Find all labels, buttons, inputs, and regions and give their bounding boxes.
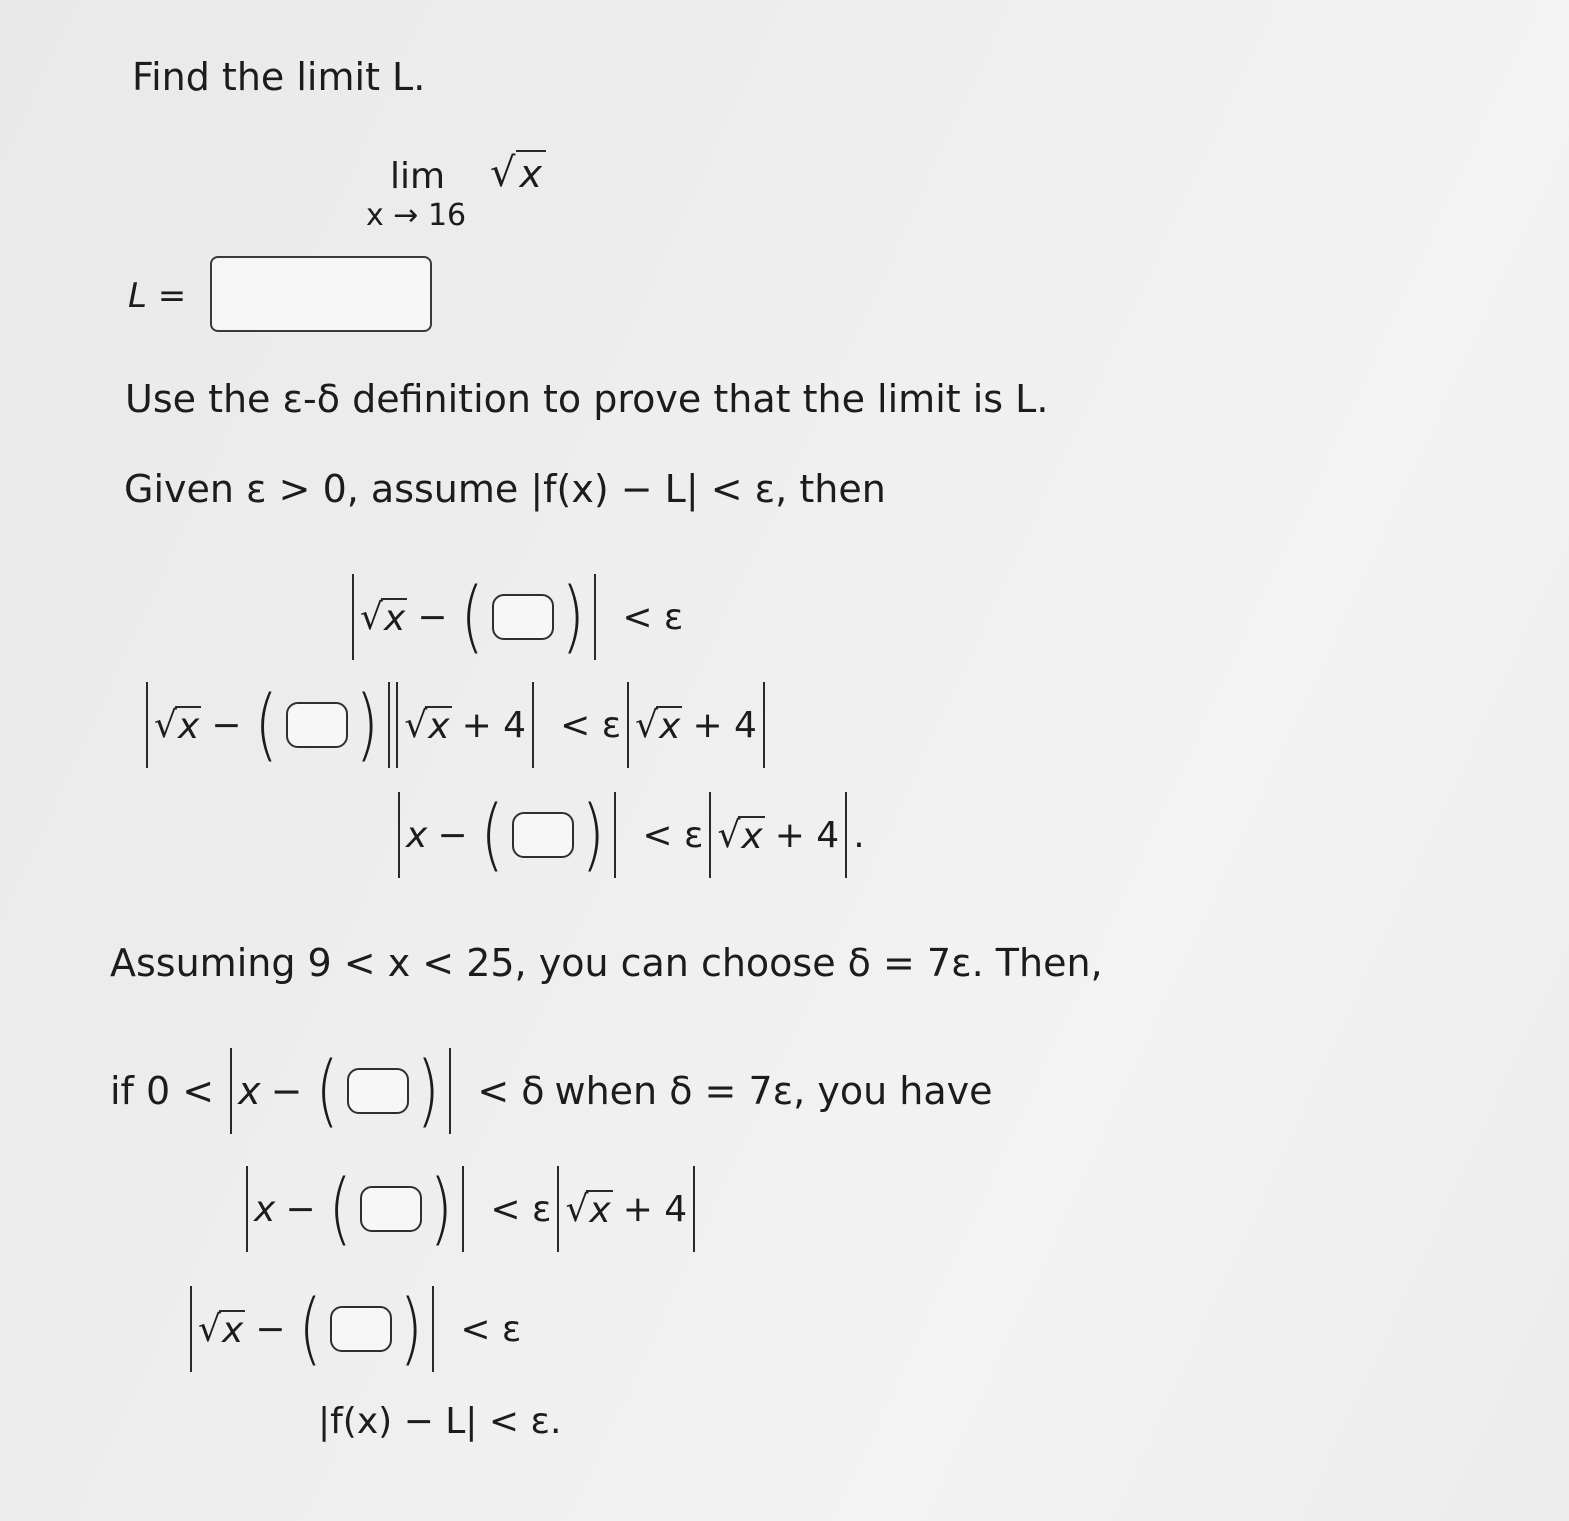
abs-bar	[845, 792, 847, 878]
minus-sign: −	[417, 596, 448, 638]
radical-sign: √	[490, 150, 516, 196]
less-than-epsilon: < ε	[490, 1188, 552, 1230]
left-paren: (	[481, 789, 505, 880]
problem-heading: Find the limit L.	[132, 55, 426, 99]
blank-input-3[interactable]	[512, 812, 574, 858]
sqrt-x: √ x	[717, 814, 763, 857]
abs-bar	[146, 682, 148, 768]
less-than-delta: < δ	[477, 1069, 545, 1113]
assuming-text: Assuming 9 < x < 25, you can choose δ = 7ε. Then,	[110, 941, 1103, 985]
right-paren: )	[416, 1045, 440, 1136]
plus-four: + 4	[622, 1188, 688, 1230]
proof-step-5	[240, 1164, 701, 1254]
abs-bar	[190, 1286, 192, 1372]
answer-label: L =	[128, 276, 187, 316]
abs-bar	[230, 1048, 232, 1134]
proof-step-3	[392, 790, 865, 880]
plus-four: + 4	[692, 704, 757, 746]
abs-bar	[709, 792, 711, 878]
sqrt-x: √ x	[635, 704, 681, 747]
less-than-epsilon: < ε	[642, 814, 704, 856]
right-paren: )	[429, 1163, 453, 1254]
abs-bar	[532, 682, 534, 768]
variable-x: x	[238, 1069, 261, 1113]
right-paren: )	[561, 571, 585, 662]
sqrt-x: √ x	[565, 1188, 611, 1231]
abs-bar	[462, 1166, 464, 1252]
proof-step-1	[346, 572, 683, 662]
minus-sign: −	[270, 1069, 303, 1113]
instruction-text: Use the ε-δ definition to prove that the limit is L.	[125, 377, 1049, 421]
left-paren: (	[299, 1283, 323, 1374]
left-paren: (	[329, 1163, 353, 1254]
abs-bar	[352, 574, 354, 660]
limit-subscript: x → 16	[366, 198, 467, 233]
if-prefix: if 0 <	[110, 1069, 215, 1113]
plus-four: + 4	[461, 704, 527, 746]
abs-bar	[388, 682, 390, 768]
limit-variable: x	[516, 150, 547, 196]
less-than-epsilon: < ε	[460, 1308, 522, 1350]
sqrt-x: √ x	[154, 704, 200, 747]
limit-answer-input[interactable]	[210, 256, 432, 332]
plus-four: + 4	[774, 814, 840, 856]
abs-bar	[693, 1166, 695, 1252]
blank-input-4[interactable]	[347, 1068, 409, 1114]
abs-bar	[763, 682, 765, 768]
abs-bar	[557, 1166, 559, 1252]
proof-step-6	[184, 1284, 521, 1374]
abs-bar	[594, 574, 596, 660]
minus-sign: −	[211, 704, 242, 746]
period: .	[853, 814, 865, 856]
blank-input-2[interactable]	[286, 702, 348, 748]
abs-bar	[432, 1286, 434, 1372]
when-text: when δ = 7ε, you have	[554, 1069, 993, 1113]
blank-input-5[interactable]	[360, 1186, 422, 1232]
sqrt-x: √ x	[198, 1308, 244, 1351]
right-paren: )	[581, 789, 605, 880]
left-paren: (	[255, 679, 279, 770]
abs-bar	[614, 792, 616, 878]
abs-bar	[627, 682, 629, 768]
abs-bar	[396, 682, 398, 768]
less-than-epsilon: < ε	[560, 704, 622, 746]
limit-sqrt-expression	[490, 150, 546, 196]
minus-sign: −	[285, 1188, 316, 1230]
abs-bar	[398, 792, 400, 878]
limit-word: lim	[390, 156, 446, 197]
left-paren: (	[316, 1045, 340, 1136]
final-conclusion: |f(x) − L| < ε.	[318, 1401, 562, 1442]
sqrt-x: √ x	[404, 704, 450, 747]
minus-sign: −	[437, 814, 468, 856]
given-text: Given ε > 0, assume |f(x) − L| < ε, then	[124, 467, 886, 511]
variable-x: x	[406, 814, 428, 856]
less-than-epsilon: < ε	[622, 596, 684, 638]
blank-input-6[interactable]	[330, 1306, 392, 1352]
variable-x: x	[254, 1188, 276, 1230]
abs-bar	[246, 1166, 248, 1252]
minus-sign: −	[255, 1308, 286, 1350]
left-paren: (	[461, 571, 485, 662]
proof-step-2	[140, 680, 771, 770]
right-paren: )	[355, 679, 379, 770]
delta-condition	[110, 1046, 992, 1136]
blank-input-1[interactable]	[492, 594, 554, 640]
right-paren: )	[399, 1283, 423, 1374]
abs-bar	[449, 1048, 451, 1134]
sqrt-x: √ x	[360, 596, 406, 639]
